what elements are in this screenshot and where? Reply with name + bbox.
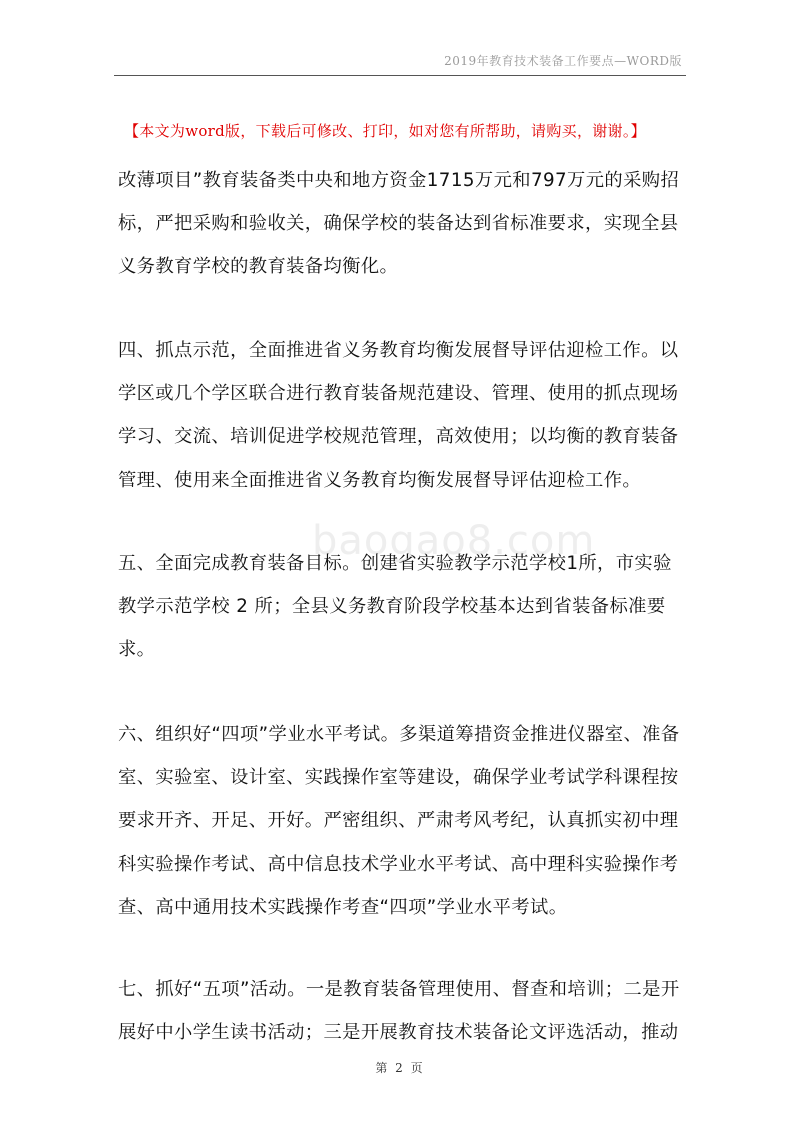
paragraph-line: 科实验操作考试、高中信息技术学业水平考试、高中理科实验操作考: [118, 853, 679, 875]
running-header: 2019年教育技术装备工作要点—WORD版: [444, 54, 682, 68]
paragraph-line: 改薄项目”教育装备类中央和地方资金1715万元和797万元的采购招: [118, 170, 680, 191]
paragraph-line: 义务教育学校的教育装备均衡化。: [118, 256, 399, 278]
paragraph-2: [118, 329, 688, 502]
paragraph-line: 标，严把采购和验收关，确保学校的装备达到省标准要求，实现全县: [118, 213, 679, 235]
paragraph-line: 四、抓点示范，全面推进省义务教育均衡发展督导评估迎检工作。以: [118, 340, 679, 361]
paragraph-line: 管理、使用来全面推进省义务教育均衡发展督导评估迎检工作。: [118, 469, 642, 491]
paragraph-line: 七、抓好“五项”活动。一是教育装备管理使用、督查和培训；二是开: [118, 979, 680, 1000]
paragraph-line: 教学示范学校 2 所；全县义务教育阶段学校基本达到省装备标准要: [118, 596, 666, 618]
paragraph-line: 展好中小学生读书活动；三是开展教育技术装备论文评选活动，推动: [118, 1022, 679, 1044]
paragraph-line: 学习、交流、培训促进学校规范管理，高效使用；以均衡的教育装备: [118, 426, 679, 448]
paragraph-line: 室、实验室、设计室、实践操作室等建设，确保学业考试学科课程按: [118, 767, 679, 789]
paragraph-line: 五、全面完成教育装备目标。创建省实验教学示范学校1所，市实验: [118, 553, 672, 574]
watermark: baogao8.com: [312, 518, 596, 564]
paragraph-1: [118, 159, 688, 289]
paragraph-line: 要求开齐、开足、开好。严密组织、严肃考风考纪，认真抓实初中理: [118, 810, 679, 832]
paragraph-4: [118, 713, 688, 929]
paragraph-line: 查、高中通用技术实践操作考查“四项”学业水平考试。: [118, 896, 568, 918]
paragraph-line: 学区或几个学区联合进行教育装备规范建设、管理、使用的抓点现场: [118, 383, 679, 405]
paragraph-line: 六、组织好“四项”学业水平考试。多渠道筹措资金推进仪器室、准备: [118, 724, 680, 745]
page-number: 第 2 页: [375, 1061, 425, 1075]
purchase-notice: 【本文为word版，下载后可修改、打印，如对您有所帮助，请购买，谢谢。】: [124, 122, 646, 140]
header-rule: [114, 75, 686, 76]
paragraph-5: [118, 968, 688, 1054]
paragraph-line: 求。: [118, 639, 156, 661]
paragraph-3: [118, 542, 688, 672]
